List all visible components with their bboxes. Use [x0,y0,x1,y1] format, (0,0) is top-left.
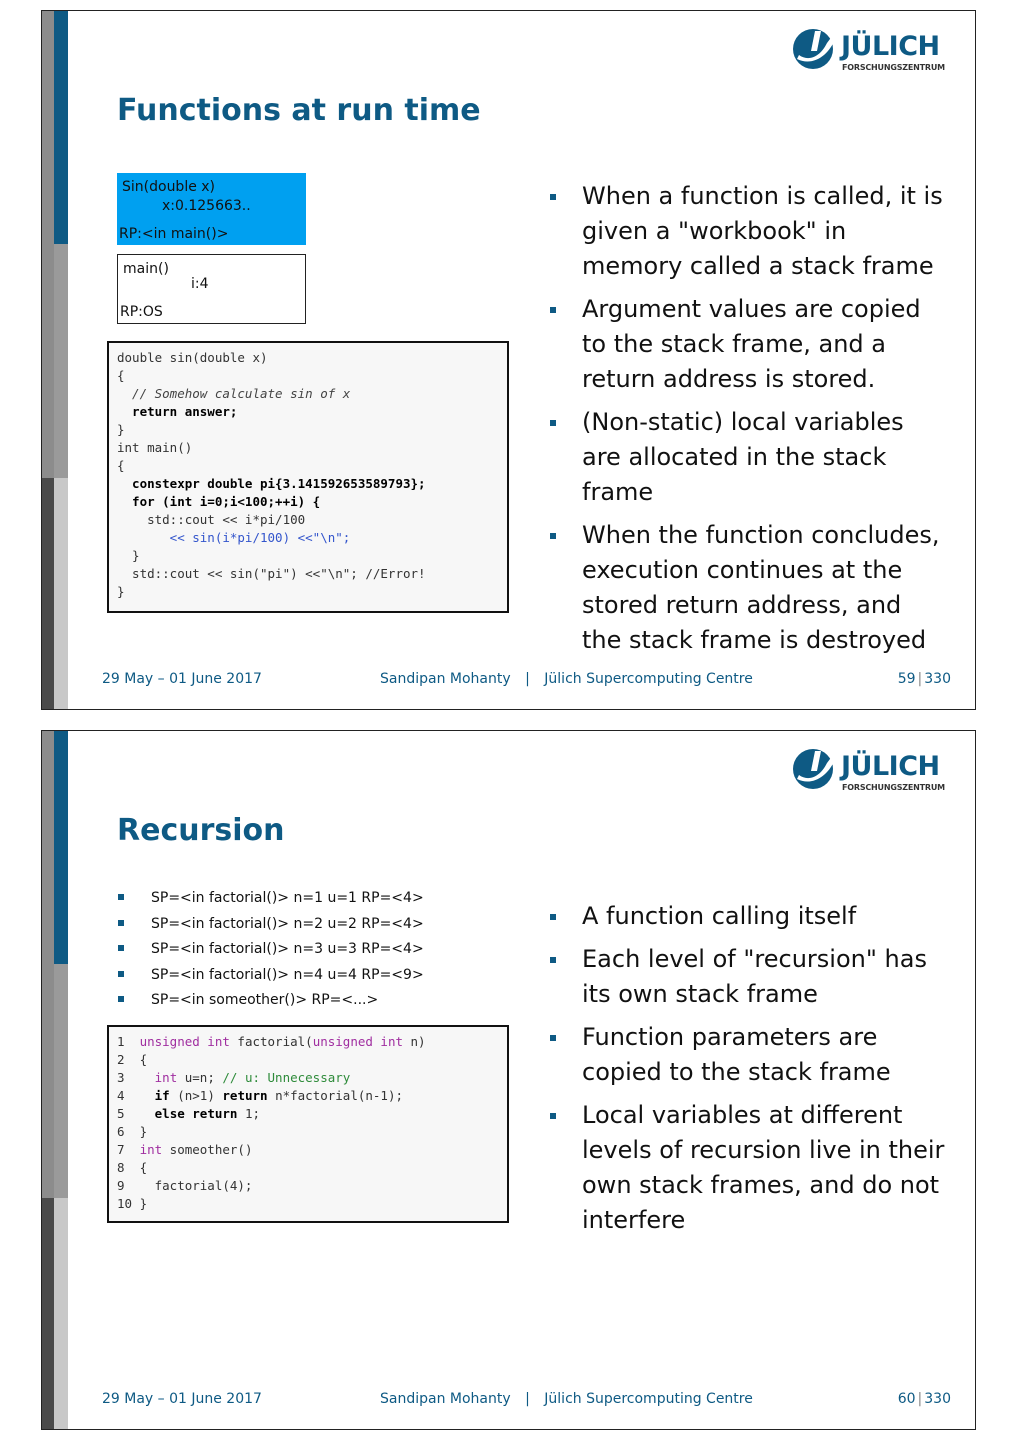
footer-center [380,671,753,687]
code-line: { [117,368,125,383]
page-divider: | [917,671,923,687]
left-bar-blue [54,731,68,964]
footer-page-number [898,1391,951,1407]
code-line: double sin(double x) [117,350,268,365]
frame-variable: x:0.125663.. [162,198,251,214]
left-bar-lightgray [54,478,68,710]
left-bar-lightgray [54,1198,68,1430]
stack-trace-item: SP=<in someother()> RP=<...> [117,991,424,1009]
footer-separator: | [525,1391,530,1407]
bullet-item: When a function is called, it is given a "workbook" in memory called a stack frame [548,179,948,284]
code-block [107,341,509,613]
bullet-item: A function calling itself [548,899,948,934]
code-block [107,1025,509,1223]
code-line: int main() [117,440,193,455]
stack-trace-list [117,889,424,1017]
footer-date: 29 May – 01 June 2017 [102,1391,262,1407]
frame-variable: i:4 [191,276,209,292]
frame-return-pointer: RP:OS [120,304,163,320]
code-line: 1 unsigned int factorial(unsigned int n) [117,1034,426,1049]
code-line: 3 int u=n; // u: Unnecessary [117,1070,351,1085]
page-total: 330 [924,671,951,687]
bullet-item: (Non-static) local variables are allocated in the stack frame [548,405,948,510]
code-line: } [117,422,125,437]
logo-subtitle: FORSCHUNGSZENTRUM [842,783,945,792]
code-line: 9 factorial(4); [117,1178,253,1193]
code-line: 2 { [117,1052,148,1067]
left-bar-outer-mid [42,731,54,1198]
footer-author: Sandipan Mohanty [380,1391,511,1407]
page-current: 59 [897,671,916,687]
slide-title: Functions at run time [117,93,481,128]
bullet-item: Function parameters are copied to the stack frame [548,1020,948,1090]
page-current: 60 [897,1391,916,1407]
left-bar-gray [54,964,68,1198]
frame-return-pointer: RP:<in main()> [119,226,229,242]
code-line: 8 { [117,1160,148,1175]
juelich-logo-icon [791,745,839,795]
code-line: 7 int someother() [117,1142,253,1157]
code-line: // Somehow calculate sin of x [117,386,351,401]
footer-author: Sandipan Mohanty [380,671,511,687]
code-line: { [117,458,125,473]
frame-header: main() [123,261,169,277]
code-line: constexpr double pi{3.141592653589793}; [117,476,426,491]
juelich-logo [791,25,951,75]
slide-title: Recursion [117,813,285,848]
code-line: return answer; [117,404,238,419]
left-bar-blue [54,11,68,244]
slide-60 [41,730,976,1430]
footer-center [380,1391,753,1407]
left-bar-gray [54,244,68,478]
stack-trace-item: SP=<in factorial()> n=2 u=2 RP=<4> [117,915,424,933]
logo-wordmark: JÜLICH [841,31,940,62]
stack-frame-sin [117,173,306,245]
juelich-logo [791,745,951,795]
logo-subtitle: FORSCHUNGSZENTRUM [842,63,945,72]
bullet-list [548,179,948,666]
code-line: << sin(i*pi/100) <<"\n"; [117,530,351,545]
footer-org: Jülich Supercomputing Centre [544,671,753,687]
left-bar-outer-mid [42,11,54,478]
code-line: 5 else return 1; [117,1106,261,1121]
code-line: 10 } [117,1196,148,1211]
code-line: std::cout << i*pi/100 [117,512,306,527]
stack-trace-item: SP=<in factorial()> n=4 u=4 RP=<9> [117,966,424,984]
bullet-list [548,899,948,1246]
slide-59 [41,10,976,710]
bullet-item: Argument values are copied to the stack frame, and a return address is stored. [548,292,948,397]
code-line: for (int i=0;i<100;++i) { [117,494,321,509]
juelich-logo-icon [791,25,839,75]
bullet-item: When the function concludes, execution continues at the stored return address, and the stack frame is destroyed [548,518,948,658]
code-line: 6 } [117,1124,148,1139]
footer-date: 29 May – 01 June 2017 [102,671,262,687]
stack-frame-main [117,254,306,324]
frame-header: Sin(double x) [122,179,216,195]
page-divider: | [917,1391,923,1407]
footer-separator: | [525,671,530,687]
page-total: 330 [924,1391,951,1407]
stack-trace-item: SP=<in factorial()> n=3 u=3 RP=<4> [117,940,424,958]
logo-wordmark: JÜLICH [841,751,940,782]
code-line: 4 if (n>1) return n*factorial(n-1); [117,1088,404,1103]
code-line: } [117,584,125,599]
bullet-item: Each level of "recursion" has its own stack frame [548,942,948,1012]
stack-trace-item: SP=<in factorial()> n=1 u=1 RP=<4> [117,889,424,907]
footer-org: Jülich Supercomputing Centre [544,1391,753,1407]
code-line: } [117,548,140,563]
footer-page-number [898,671,951,687]
code-line: std::cout << sin("pi") <<"\n"; //Error! [117,566,426,581]
bullet-item: Local variables at different levels of recursion live in their own stack frames, and do not interfere [548,1098,948,1238]
